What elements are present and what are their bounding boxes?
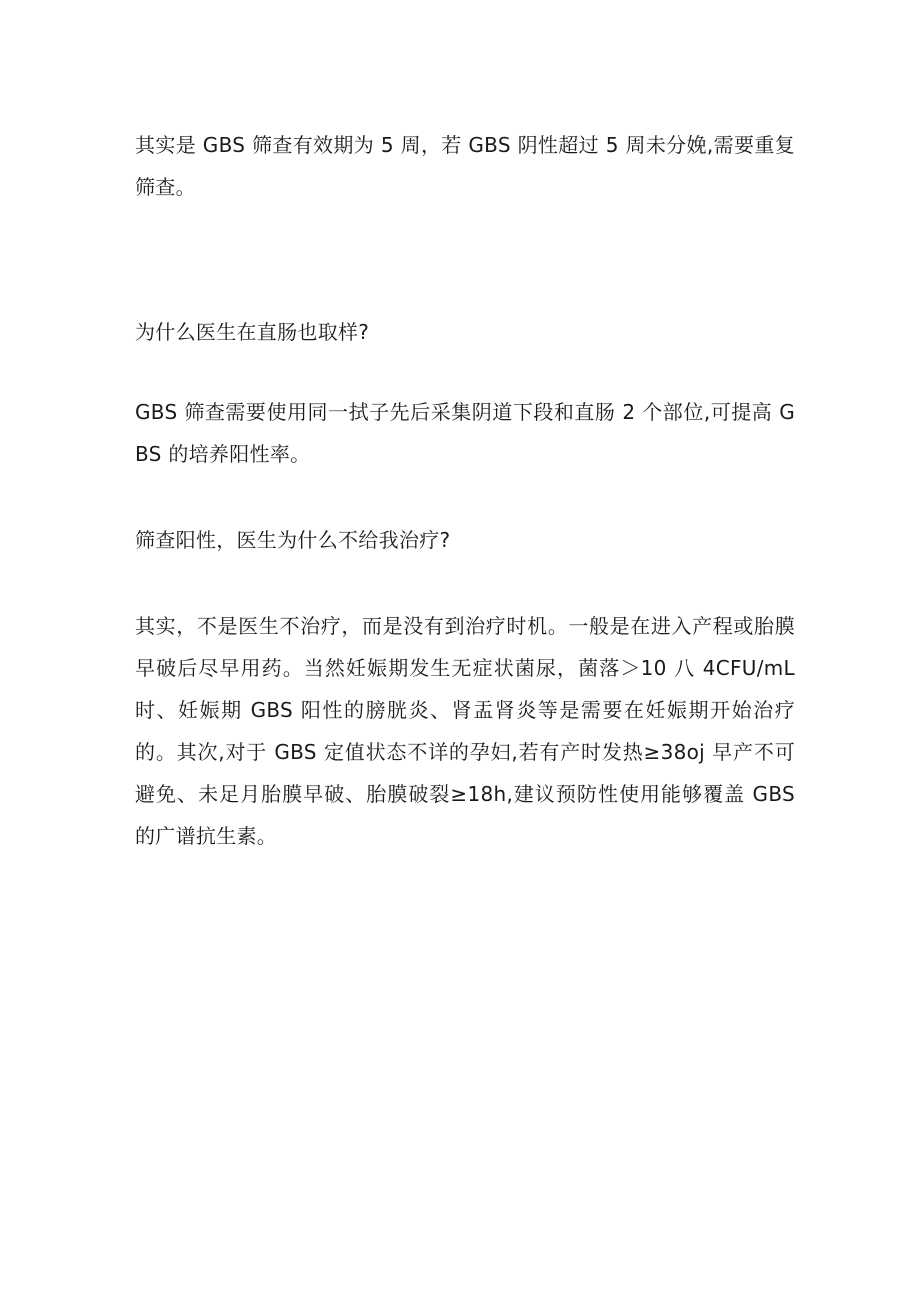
question-positive-no-treatment: 筛查阳性，医生为什么不给我治疗? xyxy=(135,528,451,552)
paragraph-sampling-method: GBS 筛查需要使用同一拭子先后采集阴道下段和直肠 2 个部位,可提高 GBS 的培养阳性率。 xyxy=(135,400,795,466)
question-rectal-sampling: 为什么医生在直肠也取样? xyxy=(135,320,370,344)
spacer xyxy=(135,208,795,311)
paragraph-validity: 其实是 GBS 筛查有效期为 5 周，若 GBS 阴性超过 5 周未分娩,需要重复筛查。 xyxy=(135,133,795,199)
document-body xyxy=(135,124,795,857)
spacer xyxy=(135,561,795,605)
spacer xyxy=(135,353,795,391)
paragraph-treatment-timing: 其实，不是医生不治疗，而是没有到治疗时机。一般是在进入产程或胎膜早破后尽早用药。当然妊娠期发生无症状菌尿，菌落＞10 八 4CFU/mL 时、妊娠期 GBS 阳性的膀胱炎、肾盂肾炎等是需要在妊娠期开始治疗的。其次,对于 GBS 定值状态不详的孕妇,若有产时发热≥38oj 早产不可避免、未足月胎膜早破、胎膜破裂≥18h,建议预防性使用能够覆盖 GBS 的广谱抗生素。 xyxy=(135,614,795,848)
spacer xyxy=(135,475,795,519)
